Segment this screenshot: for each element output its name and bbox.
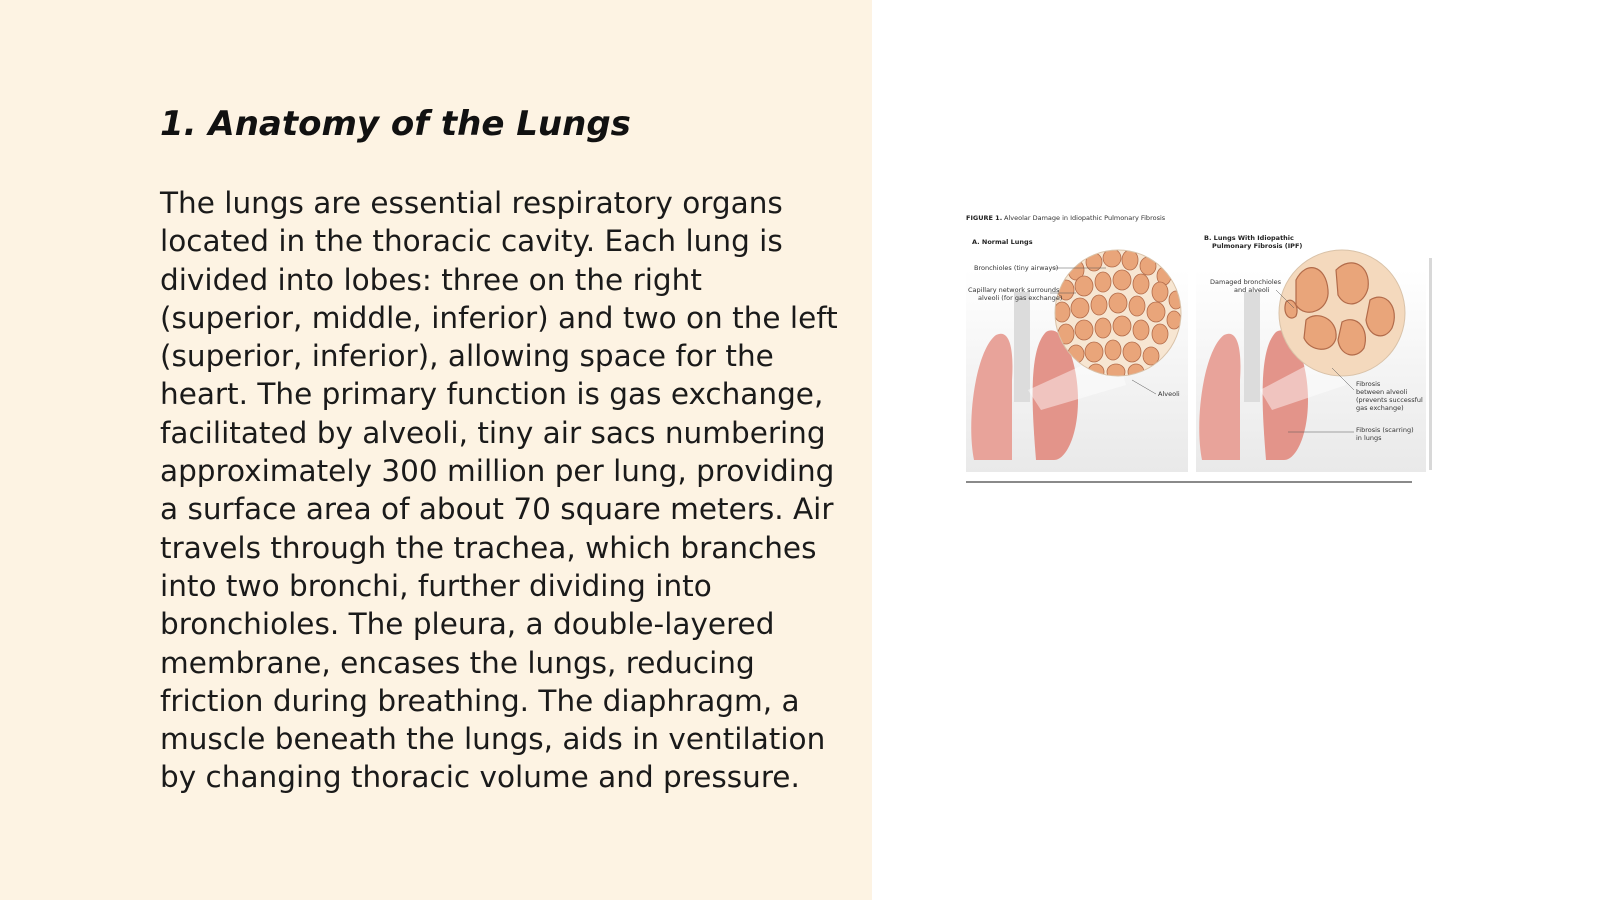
panel-a-title: A. Normal Lungs <box>972 238 1033 246</box>
label-alveoli: Alveoli <box>1158 390 1180 398</box>
label-fibrosis-4: gas exchange) <box>1356 404 1404 412</box>
label-scarring-1: Fibrosis (scarring) <box>1356 426 1414 434</box>
label-bronchioles: Bronchioles (tiny airways) <box>974 264 1059 272</box>
trachea-b <box>1244 292 1260 402</box>
label-fibrosis-2: between alveoli <box>1356 388 1408 396</box>
label-scarring-2: in lungs <box>1356 434 1382 442</box>
panel-b-title-2: Pulmonary Fibrosis (IPF) <box>1212 242 1303 250</box>
trachea-a <box>1014 292 1030 402</box>
panel-b-title-1: B. Lungs With Idiopathic <box>1204 234 1294 242</box>
label-fibrosis-1: Fibrosis <box>1356 380 1381 388</box>
label-damaged-1: Damaged bronchioles <box>1210 278 1282 286</box>
figure-caption-text: Alveolar Damage in Idiopathic Pulmonary Fibrosis <box>1004 214 1166 222</box>
label-capillary-1: Capillary network surrounds <box>968 286 1060 294</box>
slide-body-text: The lungs are essential respiratory organs located in the thoracic cavity. Each lung is divided into lobes: three on the right (superior, middle, inferior) and two on the left (superior, inferior), allowing space for the heart. The primary function is gas exchange, facilitated by alveoli, tiny air sacs numbering approximately 300 million per lung, providing a surface area of about 70 square meters. Air travels through the trachea, which branches into two bronchi, further dividing into bronchioles. The pleura, a double-layered membrane, encases the lungs, reducing friction during breathing. The diaphragm, a muscle beneath the lungs, aids in ventilation by changing thoracic volume and pressure. <box>160 186 838 795</box>
lung-fibrosis-figure <box>966 210 1436 490</box>
credit-strip <box>1429 258 1432 470</box>
figure-illustration <box>966 210 1436 490</box>
label-fibrosis-3: (prevents successful <box>1356 396 1423 404</box>
label-capillary-2: alveoli (for gas exchange) <box>978 294 1063 302</box>
label-damaged-2: and alveoli <box>1234 286 1270 294</box>
figure-caption-label: FIGURE 1. <box>966 214 1003 222</box>
slide-title: 1. Anatomy of the Lungs <box>160 104 631 144</box>
